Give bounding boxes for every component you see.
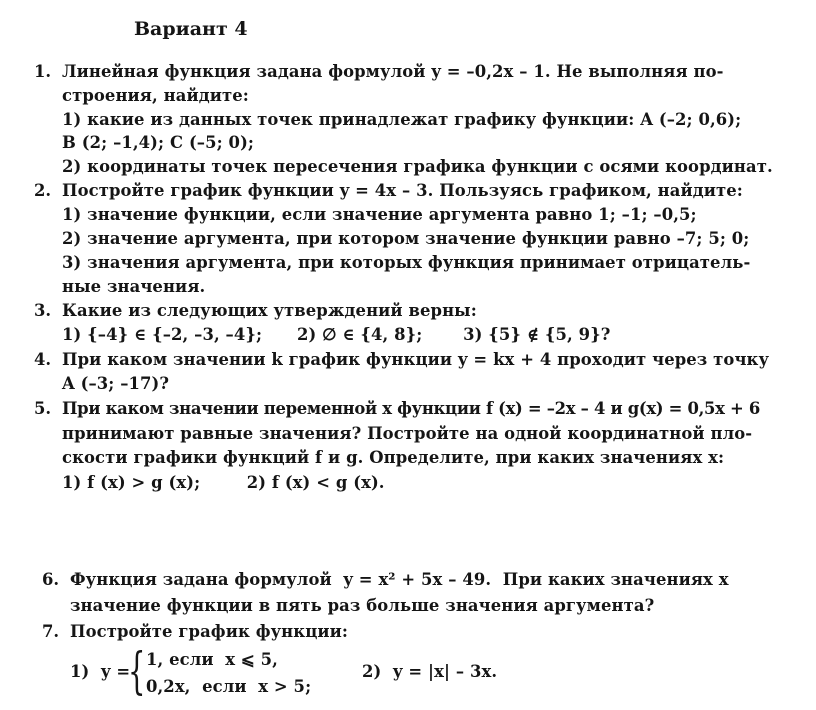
problem-7-part-1-case-2: 0,2x, если x > 5; (146, 677, 312, 696)
problem-6-line-2: значение функции в пять раз больше значения аргумента? (70, 596, 655, 615)
problem-3-line-2: 1) {–4} ∈ {–2, –3, –4}; 2) ∅ ∈ {4, 8}; 3) {5} ∉ {5, 9}? (62, 325, 611, 344)
problem-1-line-4: B (2; –1,4); C (–5; 0); (62, 133, 255, 152)
problem-6-number: 6. (42, 570, 60, 589)
problem-1-line-2: строения, найдите: (62, 86, 249, 105)
problem-7-part-1-case-1: 1, если x ⩽ 5, (146, 650, 278, 669)
problem-6-line-1: Функция задана формулой y = x² + 5x – 49. При каких значениях x (70, 570, 729, 589)
problem-7-line-1: Постройте график функции: (70, 622, 349, 641)
problem-7-part-1-label: 1) y = (70, 662, 131, 681)
problem-5-line-3: скости графики функций f и g. Определите, при каких значениях x: (62, 448, 725, 467)
problem-4-number: 4. (34, 350, 52, 369)
problem-5-line-1: При каком значении переменной x функции f (x) = –2x – 4 и g(x) = 0,5x + 6 (62, 399, 760, 418)
piecewise-brace: { (128, 642, 146, 700)
problem-1-line-5: 2) координаты точек пересечения графика функции с осями координат. (62, 157, 773, 176)
problem-5-line-2: принимают равные значения? Постройте на одной координатной пло- (62, 424, 753, 443)
problem-1-line-3: 1) какие из данных точек принадлежат графику функции: A (–2; 0,6); (62, 110, 742, 129)
problem-5-number: 5. (34, 399, 52, 418)
problem-2-line-2: 1) значение функции, если значение аргумента равно 1; –1; –0,5; (62, 205, 697, 224)
problem-3-line-1: Какие из следующих утверждений верны: (62, 301, 477, 320)
problem-4-line-1: При каком значении k график функции y = kx + 4 проходит через точку (62, 350, 770, 369)
problem-2-line-5: ные значения. (62, 277, 206, 296)
problem-3-number: 3. (34, 301, 52, 320)
problem-2-line-3: 2) значение аргумента, при котором значение функции равно –7; 5; 0; (62, 229, 750, 248)
problem-7-part-2: 2) y = |x| – 3x. (362, 662, 498, 681)
variant-title: Вариант 4 (134, 18, 248, 40)
problem-5-line-4: 1) f (x) > g (x); 2) f (x) < g (x). (62, 473, 385, 492)
problem-1-line-1: Линейная функция задана формулой y = –0,2x – 1. Не выполняя по- (62, 62, 724, 81)
problem-2-number: 2. (34, 181, 52, 200)
problem-4-line-2: A (–3; –17)? (62, 374, 170, 393)
problem-2-line-1: Постройте график функции y = 4x – 3. Пользуясь графиком, найдите: (62, 181, 743, 200)
problem-2-line-4: 3) значения аргумента, при которых функция принимает отрицатель- (62, 253, 751, 272)
problem-1-number: 1. (34, 62, 52, 81)
problem-7-number: 7. (42, 622, 60, 641)
